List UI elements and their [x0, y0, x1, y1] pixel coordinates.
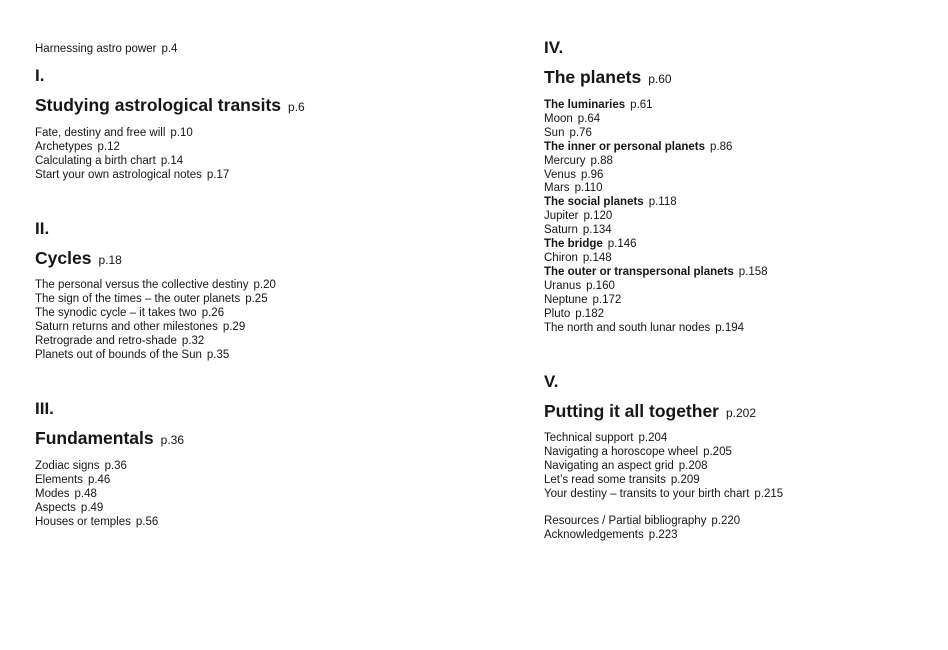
entry-page: p.14	[160, 154, 184, 167]
entry-page: p.146	[607, 238, 637, 251]
entry-title: Mars	[544, 182, 570, 195]
section-4	[544, 38, 672, 90]
entry-title: Chiron	[544, 251, 578, 264]
section-page: p.202	[726, 406, 757, 420]
entry-title: Uranus	[544, 279, 582, 292]
entry-title: The bridge	[544, 238, 603, 251]
entry-title: The sign of the times – the outer planets	[35, 292, 241, 305]
entry-page: p.26	[201, 306, 225, 319]
toc-entry[interactable]	[544, 252, 768, 266]
entry-title: Elements	[35, 473, 83, 486]
entry-title: The personal versus the collective destiny	[35, 279, 249, 291]
entry-title: Archetypes	[35, 140, 93, 153]
entry-page: p.61	[630, 99, 653, 111]
entry-title: The inner or personal planets	[544, 140, 706, 153]
section-page: p.60	[648, 72, 672, 86]
entry-page: p.10	[170, 127, 193, 139]
section-numeral: II.	[35, 219, 50, 238]
section-title: Fundamentals	[35, 428, 154, 448]
toc-entry[interactable]	[35, 293, 276, 307]
toc-entry[interactable]	[544, 529, 740, 543]
entry-page: p.4	[161, 43, 178, 55]
entry-title: Navigating a horoscope wheel	[544, 445, 699, 458]
section-3	[35, 399, 184, 451]
section-page: p.6	[288, 100, 305, 114]
entry-page: p.209	[670, 473, 700, 486]
toc-entry[interactable]	[35, 460, 158, 474]
toc-entry[interactable]	[544, 308, 768, 322]
section-title: Putting it all together	[544, 401, 719, 421]
entry-page: p.172	[592, 293, 622, 306]
entry-title: Resources / Partial bibliography	[544, 515, 707, 527]
entry-title: Neptune	[544, 293, 588, 306]
section-numeral: V.	[544, 372, 559, 391]
entry-page: p.204	[638, 432, 668, 444]
entry-title: The luminaries	[544, 99, 626, 111]
entry-page: p.118	[648, 196, 677, 209]
section-page: p.36	[160, 433, 184, 447]
entry-page: p.17	[206, 168, 230, 181]
toc-entry[interactable]	[35, 516, 158, 530]
entry-page: p.120	[583, 210, 613, 223]
toc-subheading[interactable]	[544, 196, 768, 210]
toc-entry[interactable]	[35, 488, 158, 502]
entry-title: Your destiny – transits to your birth chart	[544, 487, 750, 500]
entry-title: Technical support	[544, 432, 634, 444]
section-title: Cycles	[35, 248, 92, 268]
section-4-items	[544, 99, 768, 335]
entry-title: Aspects	[35, 501, 76, 514]
toc-entry[interactable]	[35, 141, 229, 155]
toc-entry[interactable]	[544, 515, 740, 529]
entry-title: The synodic cycle – it takes two	[35, 306, 197, 319]
toc-entry[interactable]	[544, 294, 768, 308]
entry-page: p.46	[87, 473, 111, 486]
entry-page: p.25	[245, 292, 268, 305]
toc-entry[interactable]	[544, 182, 768, 196]
entry-title: Jupiter	[544, 210, 579, 223]
section-5	[544, 372, 756, 424]
section-1	[35, 66, 305, 118]
section-2	[35, 219, 122, 271]
toc-entry[interactable]	[544, 127, 768, 141]
entry-page: p.88	[590, 154, 613, 167]
entry-page: p.134	[582, 224, 612, 237]
toc-entry[interactable]	[544, 474, 783, 488]
section-numeral: IV.	[544, 38, 564, 57]
toc-entry[interactable]	[544, 155, 768, 169]
toc-entry[interactable]	[544, 113, 768, 127]
entry-title: Houses or temples	[35, 515, 131, 528]
entry-page: p.160	[586, 279, 615, 292]
toc-subheading[interactable]	[544, 141, 768, 155]
entry-page: p.194	[715, 321, 745, 334]
entry-page: p.32	[181, 334, 205, 347]
toc-entry[interactable]	[544, 322, 768, 336]
toc-entry[interactable]	[544, 460, 783, 474]
entry-page: p.223	[648, 528, 678, 541]
toc-entry[interactable]	[544, 169, 768, 183]
toc-entry[interactable]	[544, 280, 768, 294]
entry-page: p.48	[74, 487, 97, 500]
entry-page: p.208	[678, 459, 708, 472]
entry-page: p.215	[754, 487, 784, 500]
entry-title: Venus	[544, 168, 576, 181]
section-heading[interactable]	[544, 66, 672, 90]
entry-page: p.29	[222, 320, 246, 333]
section-2-items	[35, 279, 276, 362]
entry-title: Sun	[544, 126, 565, 139]
toc-entry-intro[interactable]	[35, 43, 177, 57]
entry-page: p.86	[710, 140, 733, 153]
entry-title: Let’s read some transits	[544, 473, 666, 486]
toc-subheading[interactable]	[544, 266, 768, 280]
toc-entry[interactable]	[35, 127, 229, 141]
section-heading[interactable]	[35, 247, 122, 271]
section-heading[interactable]	[544, 400, 756, 424]
section-heading[interactable]	[35, 94, 305, 118]
entry-title: Saturn returns and other milestones	[35, 320, 218, 333]
section-page: p.18	[98, 253, 122, 267]
toc-entry[interactable]	[35, 335, 276, 349]
section-1-items	[35, 127, 229, 183]
entry-page: p.20	[253, 279, 276, 291]
entry-page: p.96	[580, 168, 604, 181]
entry-page: p.36	[104, 460, 127, 472]
toc-entry[interactable]	[544, 446, 783, 460]
section-numeral: I.	[35, 66, 45, 85]
toc-entry[interactable]	[544, 210, 768, 224]
entry-title: Pluto	[544, 307, 571, 320]
toc-entry[interactable]	[544, 488, 783, 502]
toc-entry[interactable]	[35, 321, 276, 335]
section-3-items	[35, 460, 158, 530]
section-heading[interactable]	[35, 427, 184, 451]
entry-title: Acknowledgements	[544, 528, 644, 541]
section-title: Studying astrological transits	[35, 95, 282, 115]
toc-entry[interactable]	[35, 169, 229, 183]
entry-title: Harnessing astro power	[35, 43, 157, 55]
entry-title: Modes	[35, 487, 70, 500]
backmatter-items	[544, 515, 740, 543]
toc-entry[interactable]	[35, 349, 276, 363]
toc-entry[interactable]	[544, 432, 783, 446]
section-title: The planets	[544, 67, 642, 87]
entry-page: p.220	[711, 515, 741, 527]
entry-page: p.12	[97, 140, 120, 153]
entry-page: p.64	[577, 112, 601, 125]
toc-entry[interactable]	[35, 279, 276, 293]
entry-title: Fate, destiny and free will	[35, 127, 166, 139]
toc-subheading[interactable]	[544, 238, 768, 252]
section-5-items	[544, 432, 783, 502]
toc-subheading[interactable]	[544, 99, 768, 113]
entry-page: p.76	[569, 126, 592, 139]
entry-title: Moon	[544, 112, 573, 125]
entry-title: Navigating an aspect grid	[544, 459, 674, 472]
section-numeral: III.	[35, 399, 54, 418]
entry-page: p.49	[80, 501, 104, 514]
entry-title: Saturn	[544, 224, 578, 237]
entry-title: Mercury	[544, 154, 586, 167]
entry-title: Retrograde and retro-shade	[35, 334, 177, 347]
entry-page: p.148	[582, 251, 612, 264]
entry-title: Start your own astrological notes	[35, 168, 202, 181]
toc-entry[interactable]	[35, 474, 158, 488]
toc-entry[interactable]	[35, 155, 229, 169]
entry-page: p.110	[574, 182, 603, 195]
entry-page: p.205	[703, 445, 732, 458]
toc-entry[interactable]	[35, 307, 276, 321]
entry-title: Planets out of bounds of the Sun	[35, 348, 202, 361]
entry-title: The outer or transpersonal planets	[544, 265, 734, 278]
entry-page: p.35	[206, 348, 230, 361]
entry-title: The social planets	[544, 196, 644, 209]
entry-title: The north and south lunar nodes	[544, 321, 711, 334]
toc-entry[interactable]	[35, 502, 158, 516]
toc-entry[interactable]	[544, 224, 768, 238]
entry-page: p.158	[738, 265, 768, 278]
entry-page: p.182	[575, 307, 604, 320]
entry-title: Calculating a birth chart	[35, 154, 156, 167]
entry-page: p.56	[135, 515, 159, 528]
entry-title: Zodiac signs	[35, 460, 100, 472]
